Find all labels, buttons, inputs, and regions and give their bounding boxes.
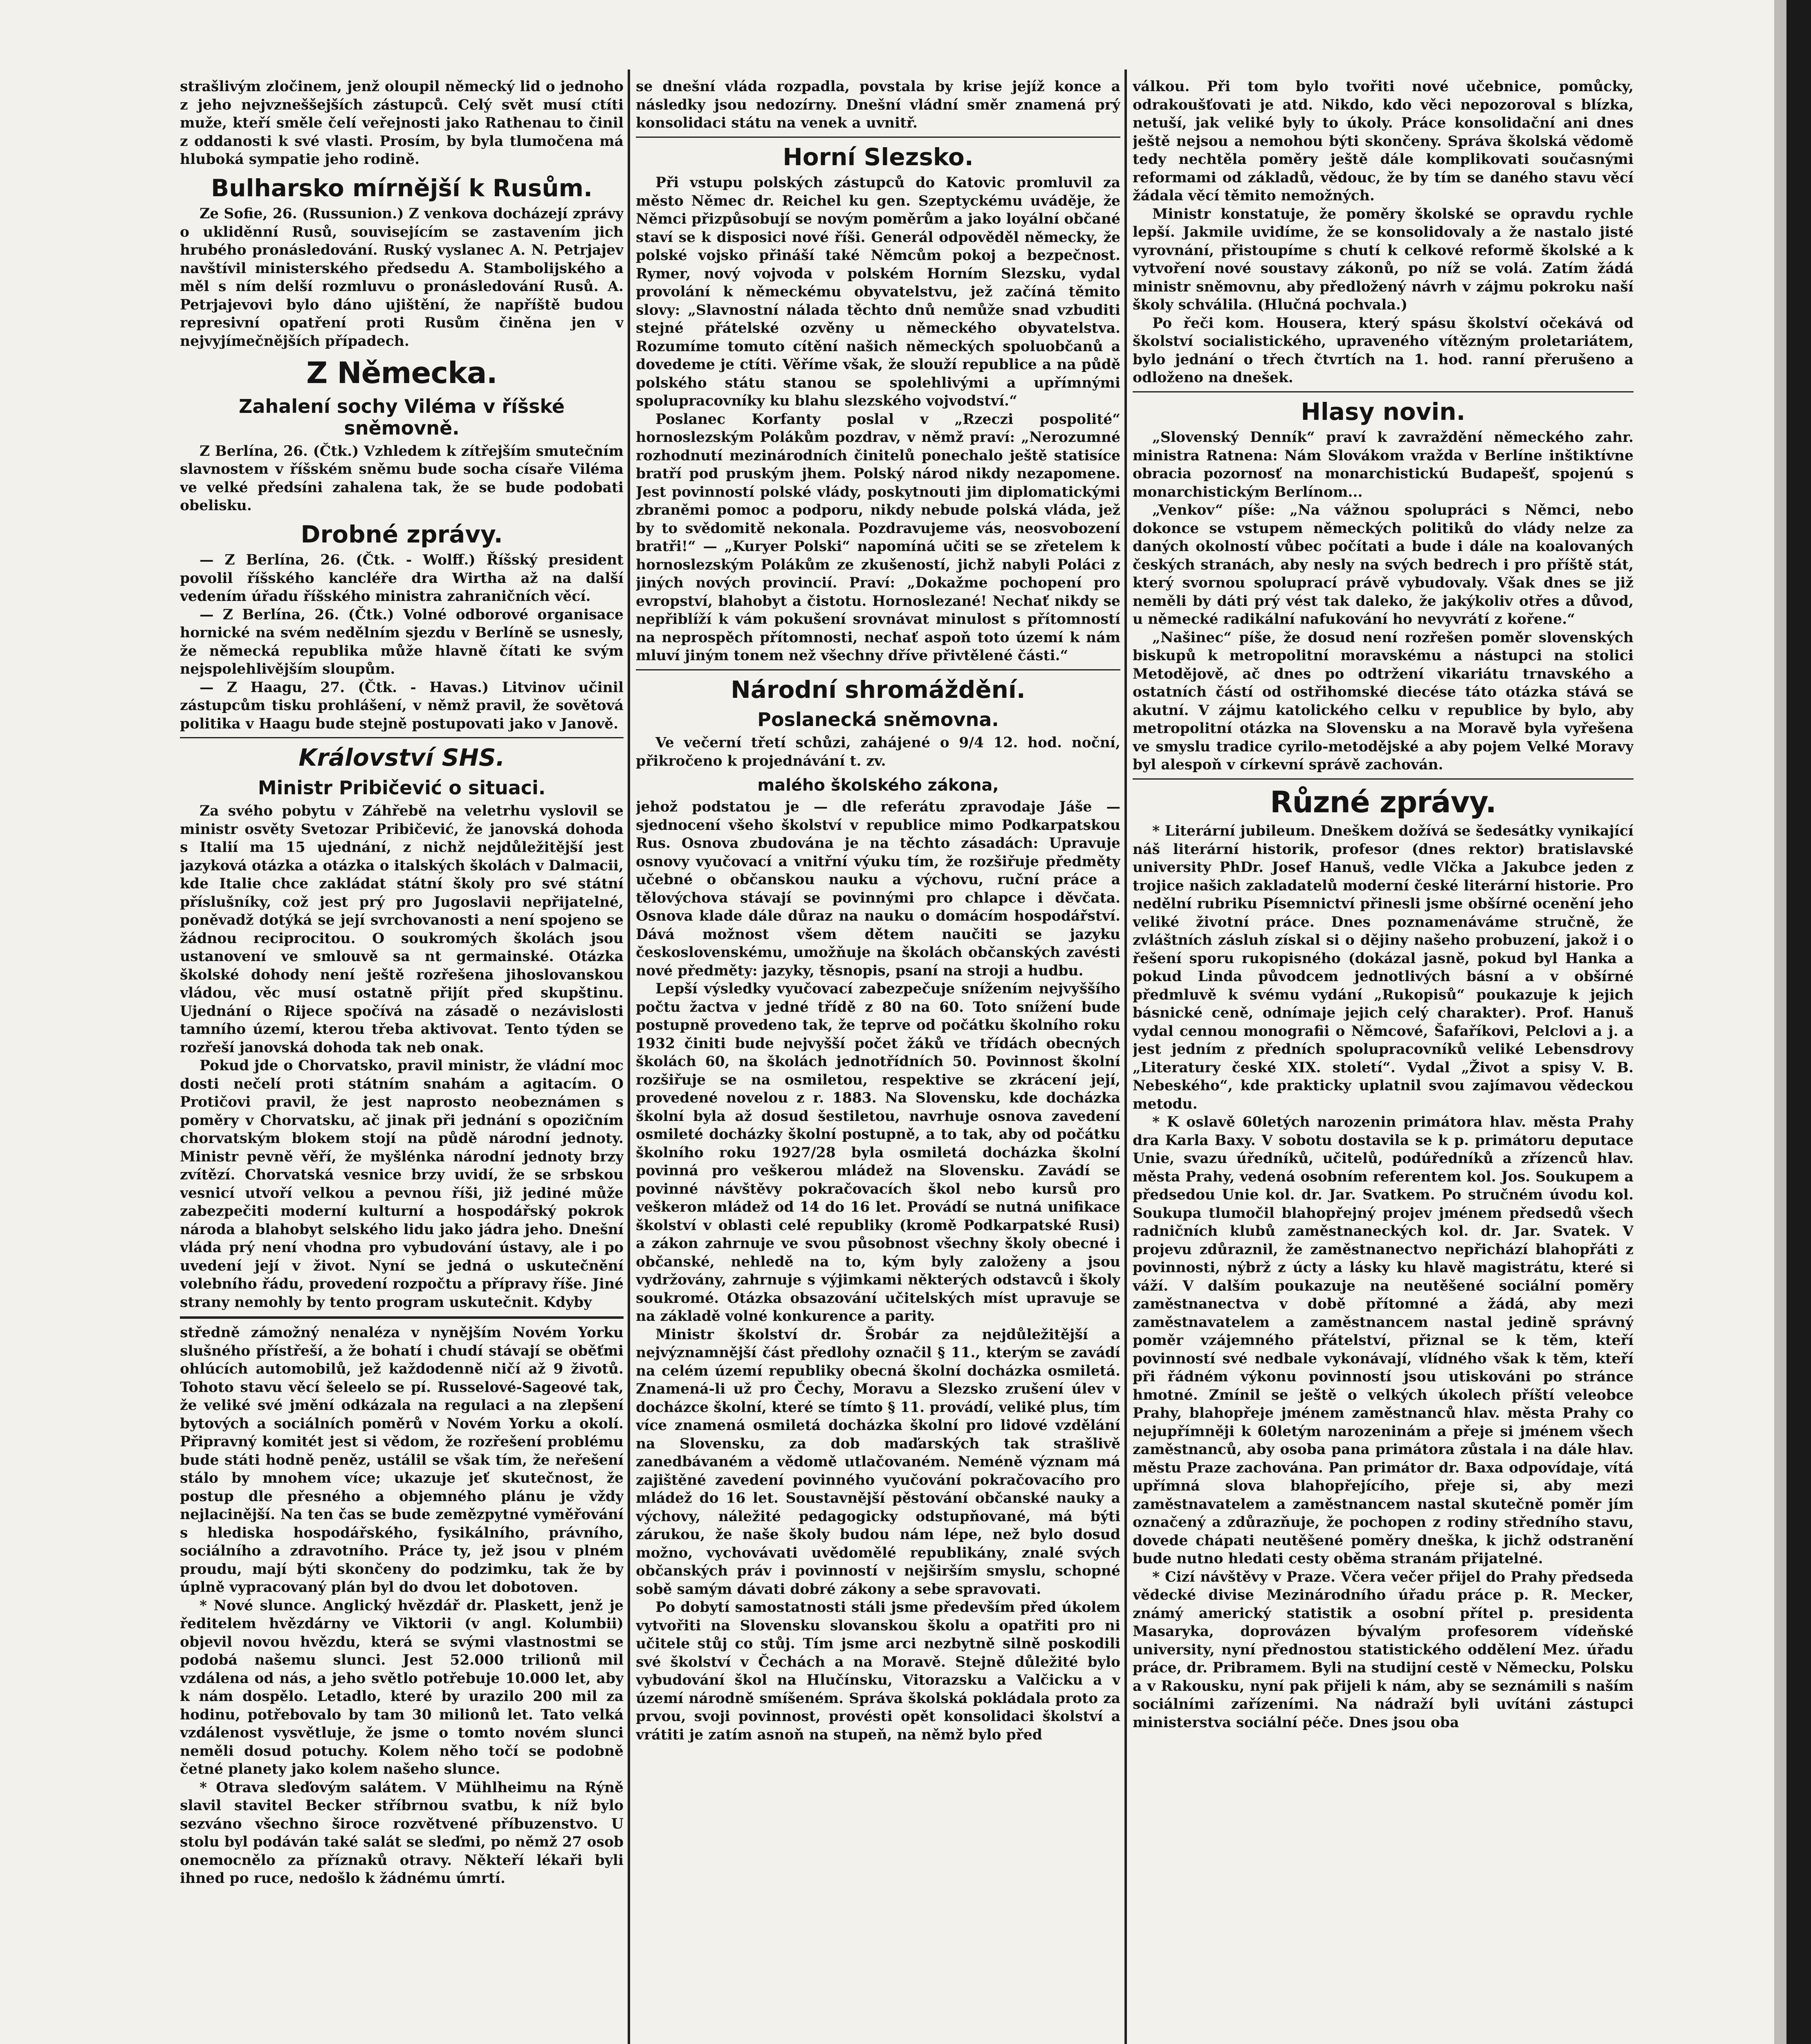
article-text: — Z Berlína, 26. (Čtk. - Wolff.) Říšský president povolil říšského kancléře dra Wirtha až na další vedením úřadu říšského ministra zahraničních věcí. — [180, 552, 624, 605]
article-text: — Z Haagu, 27. (Čtk. - Havas.) Litvinov učinil zástupcům tisku prohlášení, v němž pravil, že sovětová politika v Haagu bude stejně postupovati jako v Janově. — [180, 679, 624, 732]
article-text: jehož podstatou je — dle referátu zpravodaje Jáše — sjednocení všeho školství v republice mimo Podkarpatskou Rus. Osnova zbudována je na těchto zásadách: Upravuje osnovy vyučovací a vnitřní výuku tím, že rozšiřuje předměty učebné o občanskou nauku a výchovu, ruční práce a tělovýchova stávají se povinnými pro chlapce i děvčata. Osnova klade dále důraz na nauku o domácím hospodářství. Dává možnost všem dětem naučiti se jazyku československému, umožňuje na školách občanských zavésti nové předměty: jazyky, těsnopis, psaní na stroji a hudbu. — [636, 799, 1120, 979]
headline-germany: Z Německa. — [306, 356, 497, 390]
headline-national-assembly: Národní shromáždění. — [731, 675, 1026, 704]
article-text: * Nové slunce. Anglický hvězdář dr. Plaskett, jenž je ředitelem hvězdárny ve Viktorii (v angl. Kolumbii) objevil novou hvězdu, která se svými vlastnostmi se podobá našemu slunci. Jest 52.000 trilionů mil vzdálena od nás, a jeho světlo potřebuje 10.000 let, aby k nám dospělo. Letadlo, které by urazilo 200 mil za hodinu, potřebovalo by tam 30 milionů let. Tato velká vzdálenost vysvětluje, že jsme o tomto novém slunci neměli dosud potuchy. Kolem něho točí se podobně četné planety jako kolem našeho slunce. — [180, 1597, 624, 1778]
divider — [180, 1316, 624, 1319]
column-rule-2 — [1124, 69, 1127, 2044]
article-text: „Slovenský Denník“ praví k zavraždění německého zahr. ministra Ratnena: Nám Slovákom vražda v Berlíne inštiktívne obracia pozornosť na monarchistickú Budapešť, spojenú s monarchistickým Berlínom... — [1133, 429, 1634, 500]
article-text: Pokud jde o Chorvatsko, pravil ministr, že vládní moc dosti nečelí proti státním snahám a agitacím. O Protičovi pravil, že jest naprosto neobeznámen s poměry v Chorvatsku, ač jinak při jednání s opozičním chorvatským blokem stojí na půdě národní jednoty. Ministr pevně věří, že myšlénka národní jednoty brzy zvítězí. Chorvatská vesnice brzy uvidí, že se srbskou vesnicí utvoří velkou a pevnou říši, již jediné může zabezpečiti moderní kulturní a hospodářský pokrok národa a blahobyt selského lidu jako jádra jeho. Dnešní vláda prý není vhodna pro vybudování ústavy, ale i po uvedení její v život. Nyní se jedná o uskutečnění volebního řádu, provedení rozpočtu a přípravy říše. Jiné strany nemohly by tento program uskutečnit. Kdyby — [180, 1058, 624, 1311]
article-text: se dnešní vláda rozpadla, povstala by krise jejíž konce a následky jsou nedozírny. Dnešní vládní směr znamená prý konsolidaci státu na venek a uvnitř. — [636, 78, 1120, 131]
article-text: Po dobytí samostatnosti stáli jsme především před úkolem vytvořiti na Slovensku slovanskou školu a opatřiti pro ni učitele stůj co stůj. Tím jsme arci nezbytně silně poskodili své školství v Čechách a na Moravě. Stejně důležité bylo vybudování škol na Hlučínsku, Vitorazsku a Valčicku a v území národně smíšeném. Správa školská pokládala proto za prvou, svoji povinnost, provésti opět konsolidaci školství a vrátiti je zatím asnoň na stupeň, na němž bylo před — [636, 1599, 1120, 1743]
article-text: * Otrava sleďovým salátem. V Mühlheimu na Rýně slavil stavitel Becker stříbrnou svatbu, k níž bylo sezváno všechno široce rozvětvené příbuzenstvo. U stolu byl podáván také salát se sleďmi, po němž 27 osob onemocnělo za příznaků otravy. Někteří lékaři byli ihned po ruce, nedošlo k žádnému úmrtí. — [180, 1779, 624, 1887]
headline-brief-news: Drobné zprávy. — [301, 520, 503, 548]
article-text: — Z Berlína, 26. (Čtk.) Volné odborové organisace hornické na svém nedělním sjezdu v Berlíně se usnesly, že německá republika může hlavně čítati ke svým nejspolehlivějším sloupům. — [180, 606, 624, 678]
article-text: Ve večerní třetí schůzi, zahájené o 9/4 12. hod. noční, přikročeno k projednávání t. zv. — [636, 735, 1120, 769]
headline-press-voices: Hlasy novin. — [1301, 397, 1465, 426]
subheadline-chamber: Poslanecká sněmovna. — [757, 708, 999, 731]
article-text: * Cizí návštěvy v Praze. Včera večer přijel do Prahy předseda vědecké divise Mezinárodního úřadu práce p. R. Mecker, známý americký statistik a osobní přítel p. presidenta Masaryka, doprovázen bývalým profesorem vídeňské university, nyní přednostou statistického oddělení Mez. úřadu práce, dr. Pribramem. Byli na studijní cestě v Německu, Polsku a v Rakousku, nyní pak přijeli k nám, aby se seznámili s naším sociálními zařízeními. Na nádraží byli uvítáni zástupci ministerstva sociální péče. Dnes jsou oba — [1133, 1569, 1634, 1731]
page-edge — [1786, 0, 1811, 2044]
headline-bulgaria: Bulharsko mírnější k Rusům. — [211, 174, 592, 202]
article-text: Poslanec Korfanty poslal v „Rzeczi pospolité“ hornoslezským Polákům pozdrav, v němž praví: „Nerozumné rozhodnutí mezinárodních činitelů ponechalo ještě statisíce bratří pod pruským jhem. Polský národ nikdy nezapomene. Jest povinností polské vlády, poskytnouti jim diplomatickými zbraněmi pomoc a podporu, nikdy nebude polská vláda, jež by to svědomitě nekonala. Pozdravujeme vás, neosvobození bratři!“ — „Kuryer Polski“ napomíná učiti se se zřetelem k hornoslezským Polákům ze zkušeností, jichž nabyli Poláci z jiných nových provincií. Praví: „Dokažme pochopení pro evropství, blahobyt a čistotu. Hornoslezané! Nechať nikdy se nepřiblíží k vám pokušení srovnávat minulost s přítomností na neprospěch přítomnosti, nechať aspoň toto území k nám mluví jiným tonem než všechny dříve přivtělené části.“ — [636, 411, 1120, 664]
article-text: Ministr konstatuje, že poměry školské se opravdu rychle lepší. Jakmile uvidíme, že se konsolidovaly a že nastalo jisté vyrovnání, přistoupíme s chutí k celkové reformě školské a k vytvoření nové soustavy zákonů, po níž se volá. Zatím žádá ministr sněmovnu, aby předložený návrh v zájmu pokroku naší školy schválila. (Hlučná pochvala.) — [1133, 206, 1634, 313]
divider — [636, 669, 1120, 670]
subheadline-shs: Ministr Pribičević o situaci. — [258, 777, 546, 799]
column-1 — [180, 78, 624, 2044]
article-text: středně zámožný nenaléza v nynějším Novém Yorku slušného přístřeší, a že bohatí i chudí stávají se oběťmi ohlúcích automobilů, jež každodenně ničí až 9 životů. Tohoto stavu věcí šeleelo se pí. Russelové-Sageové tak, že veliké své jmění odkázala na regulaci a na zlepšení bytových a sociálních poměrů v Novém Yorku a okolí. Připravný komitét jest si vědom, že rozřešení problému bude státi hodně peněz, ustálil se však tím, že neřešení stálo by mnohem více; ukazuje jeť skutečnost, že postup dle přesného a objemného plánu je vždy nejlacinější. Na ten čas se bude zemězpytné vyměřování s hlediska hospodářského, fysikálního, právního, sociálního a zdravotního. Práce ty, jež jsou v plném proudu, mají býti skončeny do podzimku, tak že by úplně vypracovaný plán byl do dvou let dobotoven. — [180, 1325, 624, 1596]
subheadline-school-law: malého školského zákona, — [757, 776, 999, 795]
column-3 — [1133, 78, 1634, 2044]
page-edge-shadow — [1774, 0, 1786, 2044]
article-text: válkou. Při tom bylo tvořiti nové učebnice, pomůcky, odrakoušťovati je atd. Nikdo, kdo věci nepozoroval s blízka, netuší, jak veliké byly to úkoly. Práce konsolidační ani dnes ještě nejsou a nemohou býti skončeny. Správa školská vědomě tedy nechtěla poměry ještě dále komplikovati současnými reformami od základů, vědouc, že by tím se daného stavu věcí žádala věcí těmito nemožných. — [1133, 78, 1634, 204]
article-text: Ministr školství dr. Šrobár za nejdůležitější a nejvýznamnější část předlohy označil § 11., kterým se zavádí na celém území republiky obecná školní docházka osmiletá. Znamená-li už pro Čechy, Moravu a Slezsko zrušení úlev v docházce školní, které se tímto § 11. provádí, veliké plus, tím více znamená osmiletá docházka školní pro lidové vzdělání na Slovensku, za dob maďarských tak strašlivě zanedbávaném a vědomě utlačovaném. Neméně význam má zajištěné zavedení povinného vyučování pokračovacího pro mládež do 16 let. Soustavnější pěstování občanské nauky a výchovy, náležité pedagogicky odstupňované, má býti zárukou, že naše školy budou nám lépe, než bylo dosud možno, vychovávati uvědomělé republikány, znalé svých občanských práv i povinností v nejširším smyslu, schopné sobě samým dávati dobré zákony a sebe spravovati. — [636, 1326, 1120, 1598]
article-text: Po řeči kom. Housera, který spásu školství očekává od školství socialistického, upraveného vítězným proletariátem, bylo jednání o třech čtvrtích na 1. hod. ranní přerušeno a odloženo na dnešek. — [1133, 315, 1634, 386]
article-text: * K oslavě 60letých narozenin primátora hlav. města Prahy dra Karla Baxy. V sobotu dostavila se k p. primátoru deputace Unie, svazu úředníků, učitelů, podúředníků a zřízenců hlav. města Prahy, vedená osobním referentem kol. Jos. Soukupem a předsedou Unie kol. dr. Jar. Svatkem. Po stručném úvodu kol. Soukupa tlumočil blahopřejný projev jménem předsedů všech radničních klubů zaměstnaneckých kol. dr. Jar. Svatek. V projevu zdůraznil, že zaměstnanectvo nepřichází blahopřáti z povinnosti, nýbrž z úcty a lásky ku hlavě magistrátu, které si váží. V dalším poukazuje na neutěšené sociální poměry zaměstnanectva v době přítomné a žádá, aby mezi zaměstnavatelem a zaměstnancem nastal jedině správný poměr vzájemného přátelství, přiznal se k těm, kteří povinností své nedbale vykonávají, vlídného však k těm, kteří při řádném výkonu povinností jsou utiskováni po stránce hmotné. Zmínil se ještě o velkých úkolech příští veleobce Prahy, blahopřeje jménem zaměstnanců hlav. města Prahy co nejupřímněji k 60letým narozeninám a přeje si jménem všech zaměstnanců, aby osoba pana primátora zůstala i na dále hlav. městu Praze zachována. Pan primátor dr. Baxa odpovídaje, vítá upřímná slova blahopřejícího, přeje si, aby mezi zaměstnavatelem a zaměstnancem nastal skutečně poměr jím označený a zdůrazňuje, že pochopen z rodiny středního stavu, dovede chápati neutěšené poměry dneška, k jichž odstranění bude nutno hledati cesty oběma stranám přijatelné. — [1133, 1114, 1634, 1567]
subheadline-germany: Zahalení sochy Viléma v říšské sněmovně. — [239, 395, 565, 439]
divider — [180, 737, 624, 738]
article-text: „Našinec“ píše, že dosud není rozřešen poměr slovenských biskupů k metropolitní moravskému a nástupci na stolici Metodějově, ač dnes po odtržení vikariátu trnavského a ostatních částí od ostřihomské diecése táto otázka stává se akutní. V zájmu katolického celku v republice by bylo, aby metropolitní otázka na Slovensku a na Moravě byla vyřešena ve smyslu tradice cyrilo-metodějské a aby pojem Velké Moravy byl alespoň v církevní správě zachován. — [1133, 629, 1634, 773]
article-text: „Venkov“ píše: „Na vážnou spolupráci s Němci, nebo dokonce se vstupem německých politiků do vlády nelze za daných okolností vůbec počítati a bude i dále na koalovaných českých stranách, aby nesly na svých bedrech i pro příště stát, který svornou spoluprací právě vybudovaly. Však dnes se již neměli by dáti prý vést tak daleko, že jakýkoliv otřes a důvod, u německé radikální nafukování ho nevyvrátí z kořene.“ — [1133, 502, 1634, 628]
article-text: Při vstupu polských zástupců do Katovic promluvil za město Němec dr. Reichel ku gen. Szeptyckému uváděje, že Němci přizpůsobují se novým poměrům a jako loyální občané staví se k disposici nové říši. Generál odpověděl německy, že polské vojsko přináší také Němcům pokoj a bezpečnost. Rymer, nový vojvoda v polském Horním Slezsku, vydal provolání k německému obyvatelstvu, jež začíná těmito slovy: „Slavnostní nálada těchto dnů nemůže snad vzbuditi stejné přátelské ozvěny u německého obyvatelstva. Rozumíme tomuto cítění našich německých spoluobčanů a dovedeme je ctíti. Věříme však, že slouží republice a na půdě polského státu stanou se spolehlivými a upřímnými spolupracovníky ku blahu slezského vojvodství.“ — [636, 175, 1120, 410]
column-rule-1 — [628, 69, 630, 2044]
headline-upper-silesia: Horní Slezsko. — [783, 143, 974, 171]
article-text: * Literární jubileum. Dneškem dožívá se šedesátky vynikající náš literární historik, profesor (dnes rektor) bratislavské university PhDr. Josef Hanuš, vedle Vlčka a Jakubce jeden z trojice našich zakladatelů moderní české literární historie. Pro nedělní rubriku Písemnictví přinesli jsme obšírné ocenění jeho veliké životní práce. Dnes poznamenáváme stručně, že zvláštních zásluh získal si o dějiny našeho probuzení, jakož i o řešení sporu rukopisného (dokázal jasně, pokud byl Hanka a pokud Linda původcem jednotlivých básní a v obšírné předmluvě k svému vydání „Rukopisů“ poukazuje k jejich básnické ceně, odnímaje jejich celý charakter). Prof. Hanuš vydal cennou monografii o Němcové, Šafaříkovi, Pelclovi a j. a jest jedním z předních spolupracovníků veliké Lebensdrovy „Literatury české XIX. století“. Vydal „Život a spisy V. B. Nebeského“, kde prakticky uplatnil svou zajímavou vědeckou metodu. — [1133, 823, 1634, 1112]
article-text: strašlivým zločinem, jenž oloupil německý lid o jednoho z jeho nejvzneššejších zástupců. Celý svět musí ctíti muže, kteří směle čelí veřejnosti jako Rathenau to činil z oddanosti k své vlasti. Prosím, by byla tlumočena má hluboká sympatie jeho rodině. — [180, 78, 624, 168]
divider — [636, 137, 1120, 138]
article-text: Ze Sofie, 26. (Russunion.) Z venkova docházejí zprávy o ukliděnní Rusů, souvisejícím se zastavením jich hrubého pronásledování. Ruský vyslanec A. N. Petrjajev navštívil ministerského předsedu A. Stambolijského a měl s ním delší rozmluvu o pronásledování Rusů. A. Petrjajevovi bylo dáno ujištění, že napříště budou represivní opatření proti Rusům činěna jen v nejvyjímečnějších případech. — [180, 206, 624, 350]
column-2 — [636, 78, 1120, 2044]
headline-shs: Království SHS. — [298, 744, 505, 772]
article-text: Z Berlína, 26. (Čtk.) Vzhledem k zítřejším smutečním slavnostem v říšském sněmu bude socha císaře Viléma ve velké předsíni zahalena tak, že se bude podobati obelisku. — [180, 443, 624, 514]
headline-various-news: Různé zprávy. — [1270, 784, 1496, 819]
divider — [1133, 778, 1634, 780]
divider — [1133, 391, 1634, 392]
article-text: Za svého pobytu v Záhřebě na veletrhu vyslovil se ministr osvěty Svetozar Pribičević, že janovská dohoda s Italií ma 15 ujednání, z nichž nejdůležitější jest jazyková otázka a otázka o italských školách v Dalmacii, kde Italie chce zakládat státní školy pro své státní příslušníky, což jest prý pro Jugoslavii nepřijatelné, poněvadž dotýká se její svrchovanosti a není spojeno se žádnou reciprocitou. O soukromých školách jsou ustanovení ve smlouvě sa nt germainské. Otázka školské dohody není ještě rozřešena jihoslovanskou vládou, věc musí ostatně přijít před skupštinu. Ujednání o Rijece spočívá na zásadě o nezávislosti tamního území, kterou třeba aktivovat. Tento týden se rozřeší janovská dohoda tak neb onak. — [180, 803, 624, 1056]
article-text: Lepší výsledky vyučovací zabezpečuje snížením nejvyššího počtu žactva v jedné třídě z 80 na 60. Toto snížení bude postupně provedeno tak, že teprve od počátku školního roku 1932 činiti bude nejvyšší počet žáků ve třídách obecných školách 60, na školách jednotřídních 50. Povinnost školní rozšiřuje se na osmiletou, respektive se zkrácení její, provedené novelou z r. 1883. Na Slovensku, kde docházka školní byla až dosud šestiletou, navrhuje osnova zavedení osmileté docházky školní postupně, a to tak, aby od počátku školního roku 1927/28 byla osmiletá docházka školní povinná pro veškerou mládež na Slovensku. Zavádí se povinné návštěvy pokračovacích škol nebo kursů pro veškeron mládež od 14 do 16 let. Provádí se nutná unifikace školství v oblasti celé republiky (kromě Podkarpatské Rusi) a zákon zahrnuje ve svou působnost všechny školy obecné i občanské, nehledě na to, kým byly založeny a jsou vydržovány, zahrnuje s výjimkami některých odstavců i školy soukromé. Otázka obsazování učitelských míst upravuje se na základě volné konkurence a parity. — [636, 981, 1120, 1325]
